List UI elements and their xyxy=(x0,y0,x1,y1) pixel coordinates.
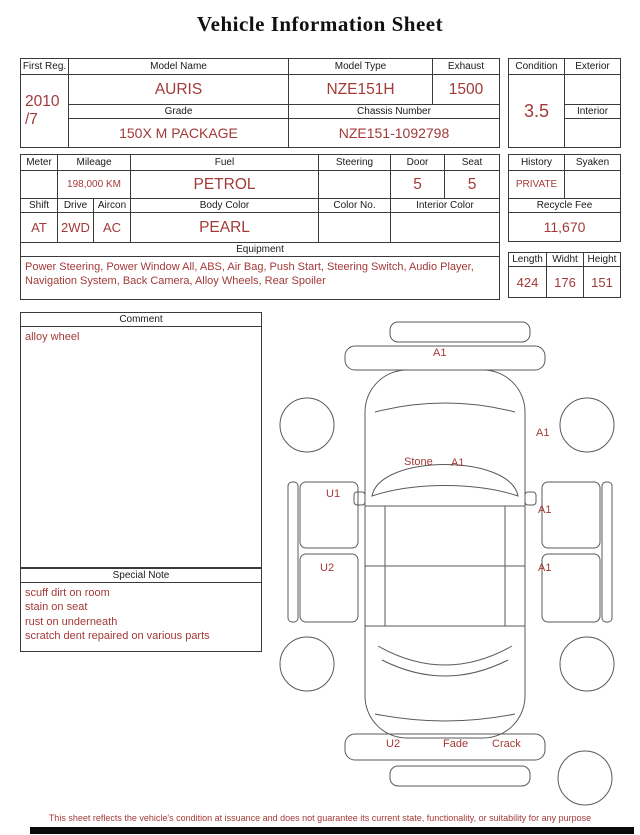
first-reg-month: /7 xyxy=(25,111,38,128)
comment-box xyxy=(20,312,262,568)
dimensions-table xyxy=(508,252,621,298)
grade-label: Grade xyxy=(69,105,289,119)
syaken-label: Syaken xyxy=(565,155,620,171)
first-reg-year: 2010 xyxy=(25,93,60,110)
identity-table xyxy=(20,58,500,148)
special-note-label: Special Note xyxy=(21,569,261,583)
drive-value: 2WD xyxy=(58,213,94,243)
specs-table xyxy=(20,154,500,300)
model-name-value: AURIS xyxy=(69,75,289,105)
height-value: 151 xyxy=(591,274,613,290)
disclaimer-text: This sheet reflects the vehicle's condition at issuance and does not guarantee its current state, functionality, or suitability for any purpose xyxy=(48,813,592,823)
meter-label: Meter xyxy=(21,155,58,171)
height-label: Height xyxy=(584,253,620,267)
interior-value xyxy=(565,119,620,147)
length-value: 424 xyxy=(509,267,547,297)
comment-text: alloy wheel xyxy=(25,331,80,343)
model-type-value: NZE151H xyxy=(289,75,433,105)
equipment-value: Power Steering, Power Window All, ABS, Air Bag, Push Start, Steering Switch, Audio Player, Navigation System, Back Camera, Alloy Wheels, Rear Spoiler xyxy=(25,261,474,288)
aircon-label: Aircon xyxy=(94,199,131,213)
special-note-text xyxy=(21,583,261,651)
footer-bar xyxy=(30,827,634,834)
mileage-label: Mileage xyxy=(58,155,131,171)
width-label: Widht xyxy=(547,253,584,267)
damage-mark-rear-u2: U2 xyxy=(386,738,401,750)
seat-value: 5 xyxy=(445,171,499,199)
interior-color-label: Interior Color xyxy=(391,199,499,213)
exhaust-label: Exhaust xyxy=(433,59,499,75)
first-reg-value xyxy=(21,75,69,147)
interior-color-value xyxy=(391,213,499,243)
door-label: Door xyxy=(391,155,445,171)
damage-mark-right-front-door: A1 xyxy=(538,504,552,516)
damage-mark-left-rear-door: U2 xyxy=(320,562,335,574)
aircon-value: AC xyxy=(94,213,131,243)
special-note-line: scratch dent repaired on various parts xyxy=(25,629,210,642)
special-note-line: scuff dirt on room xyxy=(25,587,110,599)
model-type-label: Model Type xyxy=(289,59,433,75)
damage-mark-front-bumper: A1 xyxy=(433,347,447,359)
shift-value: AT xyxy=(21,213,58,243)
color-no-value xyxy=(319,213,391,243)
special-note-box xyxy=(20,568,262,652)
damage-mark-windshield-stone: Stone xyxy=(404,456,433,468)
exterior-value xyxy=(565,75,620,105)
color-no-label: Color No. xyxy=(319,199,391,213)
drive-label: Drive xyxy=(58,199,94,213)
page-title: Vehicle Information Sheet xyxy=(196,12,444,36)
steering-label: Steering xyxy=(319,155,391,171)
chassis-number-value: NZE151-1092798 xyxy=(338,125,450,141)
exterior-label: Exterior xyxy=(565,59,620,75)
car-damage-diagram xyxy=(268,316,632,812)
special-note-line: stain on seat xyxy=(25,601,88,614)
interior-label: Interior xyxy=(565,105,620,119)
meter-value xyxy=(21,171,58,199)
comment-label: Comment xyxy=(21,313,261,327)
syaken-value xyxy=(565,171,620,199)
history-label: History xyxy=(509,155,565,171)
mileage-value: 198,000 KM xyxy=(58,171,131,199)
damage-mark-rear-crack: Crack xyxy=(492,738,521,750)
history-value: PRIVATE xyxy=(509,171,565,199)
damage-mark-right-rear-door: A1 xyxy=(538,562,552,574)
width-value: 176 xyxy=(547,267,584,297)
grade-value: 150X M PACKAGE xyxy=(69,119,289,147)
recycle-fee-value: 11,670 xyxy=(543,219,586,235)
history-table xyxy=(508,154,621,242)
fuel-value: PETROL xyxy=(131,171,319,199)
special-note-line: rust on underneath xyxy=(25,615,118,628)
equipment-label: Equipment xyxy=(21,243,499,257)
fuel-label: Fuel xyxy=(131,155,319,171)
body-color-label: Body Color xyxy=(131,199,319,213)
damage-mark-windshield-grade: A1 xyxy=(451,457,465,469)
condition-label: Condition xyxy=(509,59,565,75)
door-value: 5 xyxy=(391,171,445,199)
condition-table xyxy=(508,58,621,148)
steering-value xyxy=(319,171,391,199)
length-label: Length xyxy=(509,253,547,267)
first-reg-label: First Reg. xyxy=(21,59,69,75)
damage-mark-right-front-fender: A1 xyxy=(536,427,550,439)
shift-label: Shift xyxy=(21,199,58,213)
exhaust-value: 1500 xyxy=(433,75,499,105)
condition-value: 3.5 xyxy=(509,75,565,147)
recycle-fee-label: Recycle Fee xyxy=(509,199,620,213)
damage-mark-left-front-door: U1 xyxy=(326,488,341,500)
body-color-value: PEARL xyxy=(131,213,319,243)
damage-mark-rear-fade: Fade xyxy=(443,738,469,750)
chassis-number-label: Chassis Number xyxy=(289,105,499,119)
model-name-label: Model Name xyxy=(69,59,289,75)
seat-label: Seat xyxy=(445,155,499,171)
